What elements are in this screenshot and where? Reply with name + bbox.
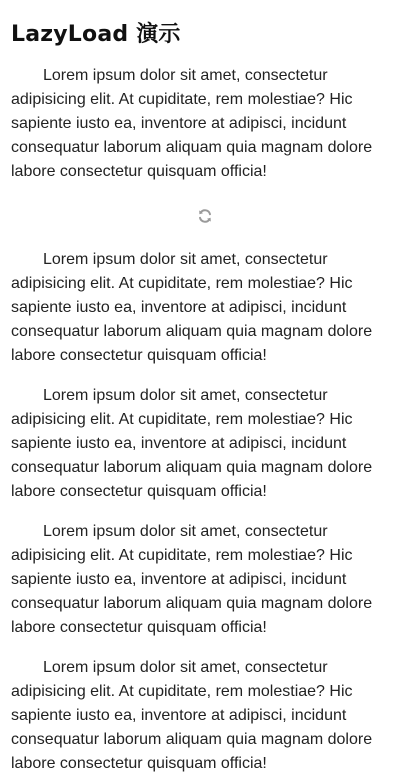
lorem-paragraph-1: Lorem ipsum dolor sit amet, consectetur adipisicing elit. At cupiditate, rem molestiae? Hic sapiente iusto ea, inventore at adipisci, incidunt consequatur laborum aliquam quia magnam dolore labore consectetur quisquam officia! — [11, 67, 373, 180]
lorem-paragraph-2: Lorem ipsum dolor sit amet, consectetur adipisicing elit. At cupiditate, rem molestiae? Hic sapiente iusto ea, inventore at adipisci, incidunt consequatur laborum aliquam quia magnam dolore labore consectetur quisquam officia! — [11, 251, 373, 364]
refresh-icon — [197, 208, 213, 224]
lorem-paragraph-3: Lorem ipsum dolor sit amet, consectetur adipisicing elit. At cupiditate, rem molestiae? Hic sapiente iusto ea, inventore at adipisci, incidunt consequatur laborum aliquam quia magnam dolore labore consectetur quisquam officia! — [11, 387, 373, 500]
page-title: LazyLoad 演示 — [11, 22, 181, 47]
lorem-paragraph-4: Lorem ipsum dolor sit amet, consectetur adipisicing elit. At cupiditate, rem molestiae? Hic sapiente iusto ea, inventore at adipisci, incidunt consequatur laborum aliquam quia magnam dolore labore consectetur quisquam officia! — [11, 523, 373, 636]
lazyload-loader — [11, 184, 399, 248]
lorem-paragraph-5: Lorem ipsum dolor sit amet, consectetur adipisicing elit. At cupiditate, rem molestiae? Hic sapiente iusto ea, inventore at adipisci, incidunt consequatur laborum aliquam quia magnam dolore labore consectetur quisquam officia! — [11, 659, 373, 772]
